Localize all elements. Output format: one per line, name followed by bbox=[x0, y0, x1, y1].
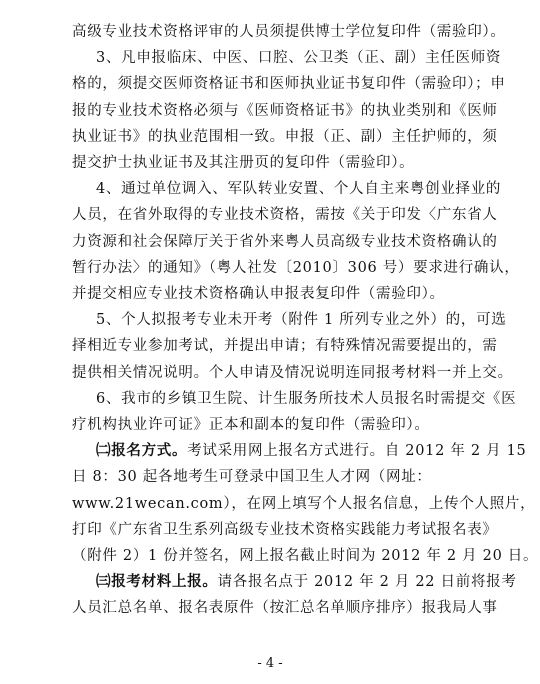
text-line: 执业证书》的执业范围相一致。申报（正、副）主任护师的，须 bbox=[72, 128, 498, 145]
text-line: 格的，须提交医师资格证书和医师执业证书复印件（需验印）；申 bbox=[72, 76, 506, 93]
text-line: 日 8：30 起各地考生可登录中国卫生人才网（网址： bbox=[72, 469, 432, 486]
section-line bbox=[96, 441, 527, 461]
text-line: 3、凡申报临床、中医、口腔、公卫类（正、副）主任医师资 bbox=[96, 50, 502, 67]
text-line: 6、我市的乡镇卫生院、计生服务所技术人员报名时需提交《医 bbox=[96, 390, 517, 407]
text-line: 人员，在省外取得的专业技术资格，需按《关于印发〈广东省人 bbox=[72, 207, 498, 224]
text-line: 人员汇总名单、报名表原件（按汇总名单顺序排序）报我局人事 bbox=[72, 600, 498, 617]
section-heading: ㈡报名方式。 bbox=[96, 442, 188, 460]
section-text: 请各报名点于 2012 年 2 月 22 日前将报考 bbox=[217, 574, 517, 591]
text-line: 报的专业技术资格必须与《医师资格证书》的执业类别和《医师 bbox=[72, 102, 498, 119]
text-line: （附件 2）1 份并签名，网上报名截止时间为 2012 年 2 月 20 日。 bbox=[72, 548, 539, 564]
text-line: 并提交相应专业技术资格确认申报表复印件（需验印）。 bbox=[72, 286, 445, 302]
text-line: 疗机构执业许可证》正本和副本的复印件（需验印）。 bbox=[72, 417, 430, 433]
text-line: 提供相关情况说明。个人申请及情况说明连同报考材料一并上交。 bbox=[72, 364, 513, 381]
text-line: 力资源和社会保障厅关于省外来粤人员高级专业技术资格确认的 bbox=[72, 233, 498, 250]
text-line: www.21wecan.com），在网上填写个人报名信息，上传个人照片， bbox=[72, 495, 536, 512]
text-line: 打印《广东省卫生系列高级专业技术资格实践能力考试报名表》 bbox=[72, 521, 498, 538]
section-heading: ㈢报考材料上报。 bbox=[96, 573, 218, 591]
text-line: 5、个人拟报考专业未开考（附件 1 所列专业之外）的，可选 bbox=[96, 312, 507, 329]
text-line: 择相近专业参加考试，并提出申请；有特殊情况需要提出的，需 bbox=[72, 338, 498, 355]
text-line: 高级专业技术资格评审的人员须提供博士学位复印件（需验印）。 bbox=[72, 24, 506, 40]
section-line bbox=[96, 572, 517, 592]
text-line: 暂行办法〉的通知》（粤人社发〔2010〕306 号）要求进行确认， bbox=[72, 259, 520, 276]
text-line: 提交护士执业证书及其注册页的复印件（需验印）。 bbox=[72, 155, 415, 171]
page-number: - 4 - bbox=[257, 656, 283, 671]
text-line: 4、通过单位调入、军队转业安置、个人自主来粤创业择业的 bbox=[96, 181, 502, 198]
section-text: 考试采用网上报名方式进行。自 2012 年 2 月 15 bbox=[187, 443, 527, 460]
